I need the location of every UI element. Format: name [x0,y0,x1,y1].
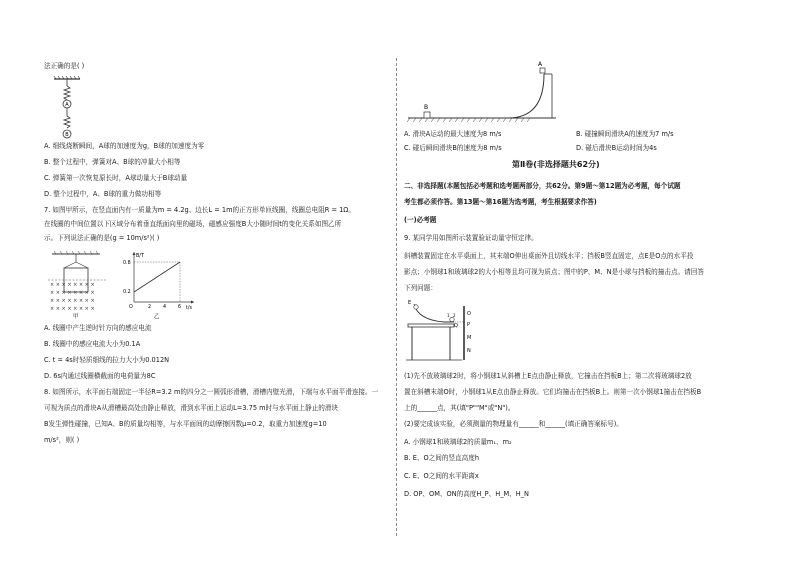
q7-choice-a: A. 线圈中产生逆时针方向的感应电流 [44,324,152,332]
label-b: B [424,104,429,111]
tick-label-4: 4 [163,305,167,310]
q7-line-1: 7. 如图甲所示，在竖直面内有一质量为m = 4.2g、边长L = 1m的正方形单匝线圈，线圈总电阻R = 1Ω。 [44,206,355,214]
label-o: O [467,311,471,317]
q9-part1-line-1: (1)先不放玻璃球2时，将小钢球1从斜槽上E点由静止释放，它撞击在挡板B上；第二次将玻璃球2放 [404,372,692,380]
q7-choice-d: D. 6s内通过线圈横截面的电荷量为8C [44,372,156,380]
label-e: E [408,300,412,306]
svg-text:× × × × × × × ×: × × × × × × × × [50,306,95,312]
origin-label: O [129,305,133,310]
q8-choice-c: C. 碰后瞬间滑块B的速度为8 m/s [404,144,502,152]
q7-choice-b: B. 线圈中的感应电流大小为0.1A [44,340,141,348]
q9-choice-b: B. E、O之间的竖直高度h [404,454,480,462]
q6-choice-d: D. 整个过程中，A、B球的重力做功相等 [44,190,162,198]
label-2: 2 [453,313,456,318]
section2-line-1: 二、非选择题(本题包括必考题和选考题两部分，共62分。第9题～第12题为必考题，每个试题 [404,182,681,190]
bt-graph-yi [120,250,200,320]
q8-choice-a: A. 滑块A运动的最大速度为8 m/s [404,130,502,138]
axis-label-t: t/s [186,306,192,311]
tick-label-6: 6 [178,305,182,310]
label-n: N [467,348,471,354]
slide-track-figure [404,56,564,132]
tick-label-2: 2 [148,305,152,310]
label-a: A [538,61,543,68]
q6-choice-b: B. 整个过程中，弹簧对A、B球的冲量大小相等 [44,158,181,166]
part2-title: 第Ⅱ卷(非选择题共62分) [512,160,600,169]
q9-choice-c: C. E、O之间的水平距离x [404,472,479,480]
q9-part1-line-3: 上的______点，其(填"P""M"或"N")。 [404,404,515,412]
q9-apparatus-figure [404,294,494,362]
q7-line-2: 在线圈的中间位置以下区域分布着垂直纸面向里的磁场，磁感应强度B大小随时间t的变化关系如图乙所 [44,220,342,228]
required-label: (一)必考题 [404,216,437,224]
q9-part2-line: (2)要完成该实验，必须测量的物理量有______和______(填正确答案标号)。 [404,420,623,428]
q9-choice-a: A. 小钢球1和玻璃球2的质量m₁、m₂ [404,438,512,446]
label-p: P [467,322,471,328]
q7-line-3: 示。下列说法正确的是(g = 10m/s²)( ) [44,234,160,242]
svg-text:× × × × × × × ×: × × × × × × × × [50,298,95,304]
tick-label-08: 0.8 [123,261,131,266]
q9-line-1: 9. 某同学用如图所示装置验证动量守恒定律。 [404,234,538,242]
q9-line-4: 下列问题： [404,284,437,292]
spring-figure [48,76,88,144]
svg-text:A: A [65,102,69,108]
section2-line-2: 考生都必须作答。第13题～第16题为选考题，考生根据要求作答) [404,198,597,206]
label-1: 1 [447,313,450,318]
label-yi: 乙 [154,314,160,320]
svg-text:× × × × × × × ×: × × × × × × × × [50,282,95,288]
q8-line-1: 8. 如图所示，水平面右端固定一半径R=3.2 m的四分之一圆弧形滑槽，滑槽内壁光滑，下端与水平面平滑连接。一 [44,388,379,396]
svg-text:B: B [65,132,69,138]
svg-text:× × × × × × × ×: × × × × × × × × [50,290,95,296]
axis-label-b: B/T [136,254,144,259]
tick-label-02: 0.2 [123,290,131,295]
q8-choice-d: D. 碰后滑块B运动时间为4s [576,144,657,152]
q9-line-2: 斜槽装置固定在水平桌面上，其末端O伸出桌面外且切线水平；挡板B竖直固定，点E是O点的水平投 [404,252,694,260]
q9-choice-d: D. OP、OM、ON的高度H_P、H_M、H_N [404,490,529,498]
q8-line-3: B发生弹性碰撞，已知A、B的质量均相等，与水平面间的动摩擦因数μ=0.2，取重力加速度g=10 [44,420,327,428]
q8-line-2: 可视为质点的滑块A从滑槽最高处由静止释放，滑到水平面上运动L=3.75 m时与水平面上静止的滑块 [44,404,339,412]
label-q: Q [454,323,458,329]
label-jia: 甲 [73,314,79,320]
q6-choice-c: C. 弹簧第一次恢复原长时，A球动量大于B球动量 [44,174,188,182]
q6-choice-a: A. 细线烧断瞬间，A球的加速度为g，B球的加速度为零 [44,142,205,150]
q9-part1-line-2: 置在斜槽末端O时，小钢球1从E点由静止释放。它们均撞击在挡板B上。则第一次小钢球1撞击在挡板B [404,388,702,396]
label-m: M [467,335,472,341]
q6-tail: 法正确的是( ) [44,62,85,70]
q8-line-4: m/s²，则( ) [44,436,80,444]
q8-choice-b: B. 碰撞瞬间滑块A的速度为7 m/s [576,130,674,138]
q9-line-3: 影点；小钢球1和玻璃球2的大小相等且均可视为质点；图中的P、M、N是小球与挡板的撞击点。请回答 [404,268,704,276]
column-divider [396,58,397,536]
q7-choice-c: C. t = 4s时轻质细线的拉力大小为0.012N [44,356,170,364]
coil-figure-jia [42,250,114,320]
